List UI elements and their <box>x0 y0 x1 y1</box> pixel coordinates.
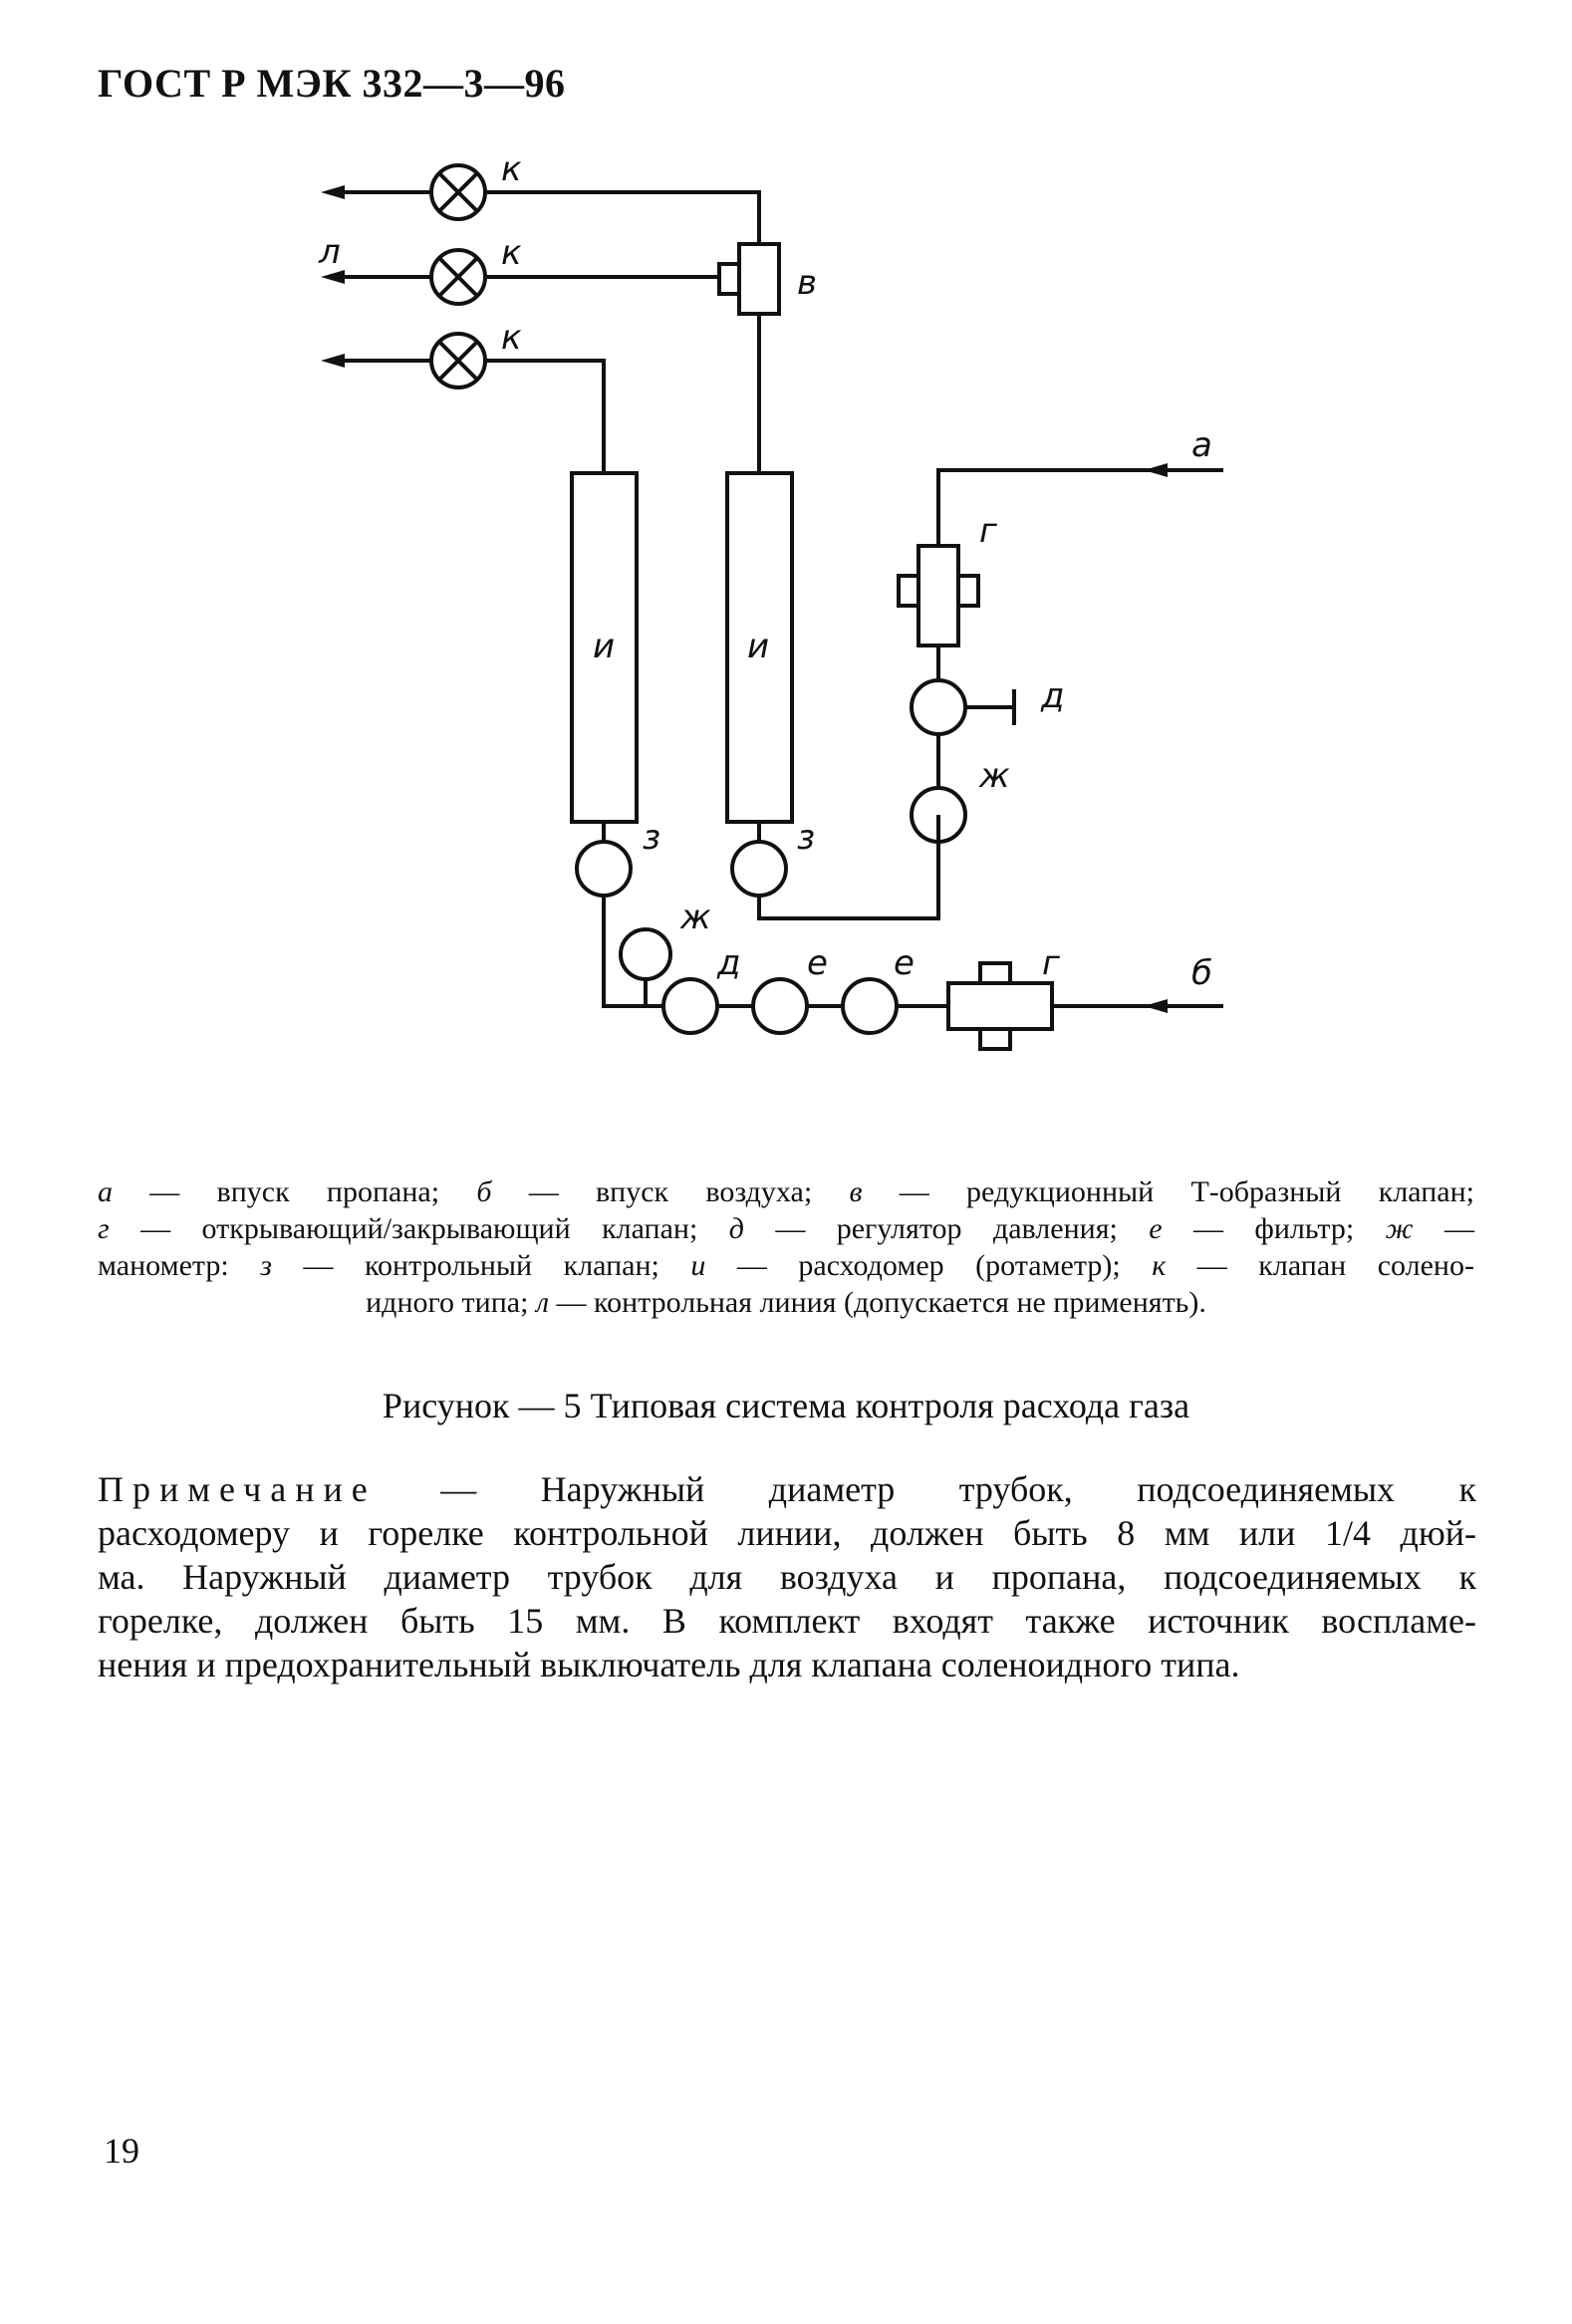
manometer-air <box>621 929 670 979</box>
legend-line: манометр: з — контрольный клапан; и — расходомер (ротаметр); к — клапан солено- <box>98 1249 1474 1282</box>
legend-line: идного типа; л — контрольная линия (допускается не применять). <box>366 1286 1206 1319</box>
label-a: а <box>1191 425 1212 465</box>
label-zh: ж <box>979 756 1010 796</box>
pressure-regulator-propane <box>912 680 965 734</box>
note-line: ма. Наружный диаметр трубок для воздуха и пропана, подсоединяемых к <box>98 1557 1476 1597</box>
figure-legend <box>98 1173 1474 1321</box>
label-i: и <box>747 627 770 666</box>
legend-line: а — впуск пропана; б — впуск воздуха; в — редукционный Т-образный клапан; <box>98 1175 1474 1208</box>
check-valve-left <box>577 842 631 896</box>
open-close-valve-air <box>948 963 1052 1049</box>
label-k: к <box>501 149 522 189</box>
label-i: и <box>593 627 616 666</box>
note-line: расходомеру и горелке контрольной линии, должен быть 8 мм или 1/4 дюй- <box>98 1513 1476 1553</box>
open-close-valve-propane <box>899 546 978 646</box>
label-z: з <box>797 818 816 858</box>
note-line: Примечание — Наружный диаметр трубок, подсоединяемых к <box>98 1469 1476 1509</box>
label-e: е <box>807 943 828 983</box>
note-line: горелке, должен быть 15 мм. В комплект входят также источник воспламе- <box>98 1601 1476 1641</box>
note-label: Примечание <box>98 1469 377 1509</box>
document-header: ГОСТ Р МЭК 332—3—96 <box>98 61 566 106</box>
check-valve-right <box>732 842 786 896</box>
label-d: д <box>1041 676 1065 716</box>
solenoid-valve-icon <box>431 250 485 304</box>
pressure-regulator-air <box>663 979 717 1033</box>
label-l: л <box>319 232 341 272</box>
legend-line: г — открывающий/закрывающий клапан; д — регулятор давления; е — фильтр; ж — <box>98 1212 1474 1245</box>
label-g: г <box>1042 943 1060 983</box>
note-line: нения и предохранительный выключатель для клапана соленоидного типа. <box>98 1645 1240 1684</box>
figure-caption: Рисунок — 5 Типовая система контроля расхода газа <box>382 1386 1190 1425</box>
label-zh: ж <box>680 898 711 937</box>
label-g: г <box>979 511 997 551</box>
label-d: д <box>717 943 741 983</box>
label-k: к <box>501 318 522 358</box>
label-z: з <box>643 818 661 858</box>
solenoid-valve-icon <box>431 165 485 219</box>
label-e: е <box>894 943 915 983</box>
solenoid-valve-icon <box>431 334 485 387</box>
label-k: к <box>501 233 522 273</box>
t-valve-icon <box>719 244 779 314</box>
note-paragraph <box>98 1467 1476 1686</box>
filter-1 <box>753 979 807 1033</box>
page-number: 19 <box>104 2131 139 2171</box>
label-b: б <box>1191 953 1212 993</box>
filter-2 <box>843 979 897 1033</box>
label-v: в <box>797 263 818 303</box>
